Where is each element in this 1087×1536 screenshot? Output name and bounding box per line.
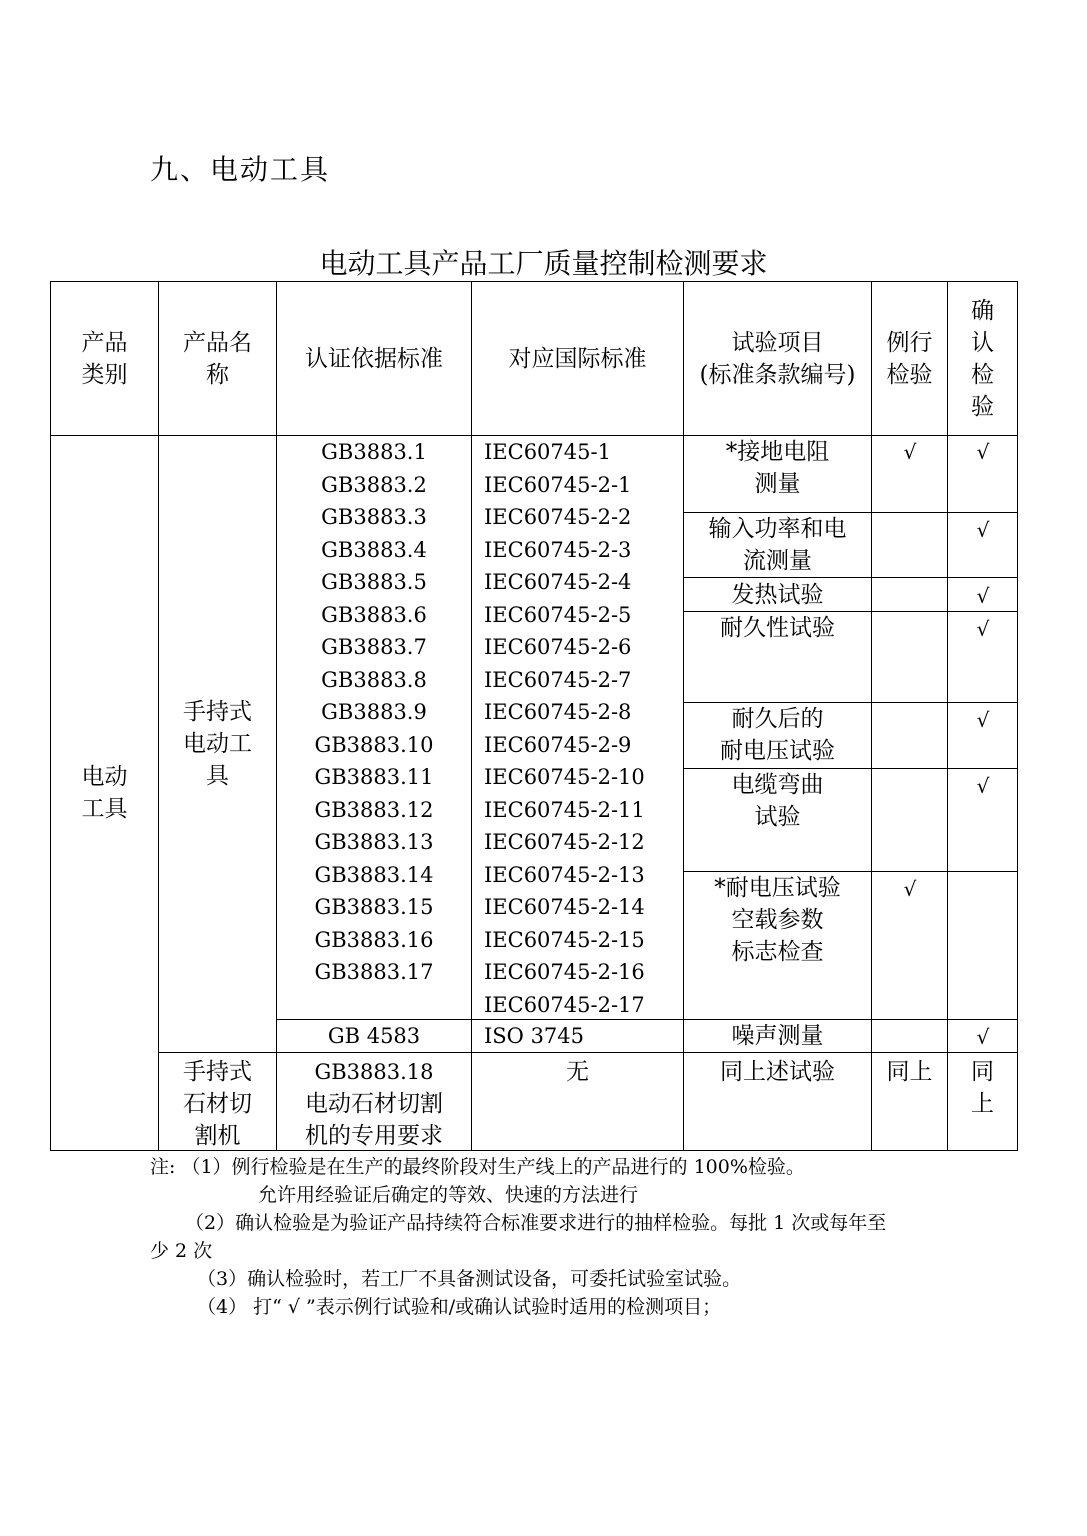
table-border-right — [1017, 281, 1018, 1151]
stone-routine: 同上 — [886, 1059, 933, 1085]
test-item-post-endurance: 耐久后的 耐电压试验 — [720, 706, 835, 764]
section-heading: 九、电动工具 — [150, 153, 331, 186]
iec-standard-item: IEC60745-2-10 — [484, 765, 645, 789]
gb-standard-item: GB3883.17 — [314, 960, 434, 984]
category-cell: 电动 工具 — [81, 764, 128, 822]
iec-standard-item: IEC60745-2-12 — [484, 830, 645, 854]
gb-standard-item: GB3883.7 — [321, 635, 427, 659]
table-title: 电动工具产品工厂质量控制检测要求 — [319, 247, 768, 280]
note-1: 注: （1）例行检验是在生产的最终阶段对生产线上的产品进行的 100%检验。 — [150, 1156, 805, 1178]
gb-standard-item: GB3883.3 — [321, 505, 427, 529]
test-item-grounding: *接地电阻 测量 — [725, 439, 830, 497]
product-handheld-tool: 手持式 电动工 具 — [183, 699, 252, 789]
gb-standard-item: GB3883.15 — [314, 895, 434, 919]
header-confirm: 确 认 检 验 — [971, 297, 994, 420]
iec-standard-list — [484, 436, 683, 1021]
confirm-mark: √ — [976, 708, 990, 732]
iec-standard-item: IEC60745-2-3 — [484, 537, 632, 562]
iec-standard-item: IEC60745-2-4 — [484, 570, 632, 594]
confirm-mark: √ — [976, 518, 990, 542]
note-4: （4） 打“ √ ”表示例行试验和/或确认试验时适用的检测项目； — [197, 1296, 722, 1318]
iec-standard-item: IEC60745-2-11 — [484, 797, 645, 822]
gb-standard-item: GB3883.11 — [314, 765, 434, 789]
gb-standard-item: GB3883.16 — [314, 927, 434, 952]
iec-standard-item: IEC60745-2-14 — [484, 895, 645, 919]
gb-standard-list — [277, 436, 471, 989]
note-2: （2）确认检验是为验证产品持续符合标准要求进行的抽样检验。每批 1 次或每年至 — [185, 1212, 887, 1234]
gb-standard-item: GB3883.10 — [314, 732, 434, 757]
confirm-mark: √ — [976, 1025, 990, 1049]
iec-standard-item: IEC60745-1 — [484, 440, 611, 464]
stone-confirm: 同 上 — [971, 1059, 994, 1117]
gb-standard-item: GB3883.5 — [321, 570, 427, 594]
noise-iso-standard: ISO 3745 — [484, 1024, 585, 1048]
gb-standard-item: GB3883.12 — [314, 797, 434, 822]
stone-gb-standard: GB3883.18 电动石材切割 机的专用要求 — [305, 1060, 443, 1149]
iec-standard-item: IEC60745-2-9 — [484, 732, 632, 757]
test-item-noise: 噪声测量 — [731, 1023, 824, 1049]
test-item-voltage-withstand: *耐电压试验 空载参数 标志检查 — [714, 875, 841, 965]
iec-standard-item: IEC60745-2-7 — [484, 667, 632, 692]
header-routine: 例行 检验 — [886, 329, 933, 388]
note-3: （3）确认检验时，若工厂不具备测试设备，可委托试验室试验。 — [197, 1268, 742, 1290]
stone-intl-standard: 无 — [566, 1059, 589, 1085]
gb-standard-item: GB3883.6 — [321, 602, 427, 627]
confirm-mark: √ — [976, 440, 990, 464]
iec-standard-item: IEC60745-2-1 — [484, 472, 632, 497]
stone-test-item: 同上述试验 — [720, 1059, 835, 1085]
header-product-name: 产品名 称 — [183, 329, 252, 388]
header-intl-standard: 对应国际标准 — [508, 345, 647, 372]
gb-standard-item: GB3883.13 — [314, 830, 434, 854]
header-category: 产品 类别 — [81, 329, 128, 388]
iec-standard-item: IEC60745-2-2 — [484, 505, 632, 529]
note-1-continued: 允许用经验证后确定的等效、快速的方法进行 — [258, 1184, 639, 1206]
iec-standard-item: IEC60745-2-13 — [484, 862, 645, 887]
iec-standard-item: IEC60745-2-5 — [484, 602, 632, 627]
gb-standard-item: GB3883.2 — [321, 472, 427, 497]
routine-mark: √ — [903, 877, 917, 901]
gb-standard-item: GB3883.4 — [321, 537, 427, 562]
test-item-endurance: 耐久性试验 — [720, 615, 835, 641]
confirm-mark: √ — [976, 617, 990, 641]
header-test-item: 试验项目 (标准条款编号) — [699, 329, 856, 388]
noise-gb-standard: GB 4583 — [327, 1024, 421, 1048]
routine-mark: √ — [903, 440, 917, 464]
product-stone-cutter: 手持式 石材切 割机 — [183, 1059, 252, 1149]
note-2-continued: 少 2 次 — [150, 1240, 213, 1262]
iec-standard-item: IEC60745-2-8 — [484, 700, 632, 724]
header-cert-standard: 认证依据标准 — [305, 345, 443, 372]
confirm-mark: √ — [976, 584, 990, 608]
test-item-input-power: 输入功率和电 流测量 — [708, 516, 847, 574]
gb-standard-item: GB3883.1 — [321, 440, 427, 464]
confirm-mark: √ — [976, 774, 990, 798]
gb-standard-item: GB3883.8 — [321, 667, 427, 692]
gb-standard-item: GB3883.14 — [314, 862, 434, 887]
iec-standard-item: IEC60745-2-6 — [484, 635, 632, 659]
gb-standard-item: GB3883.9 — [321, 700, 427, 724]
test-item-cable-bending: 电缆弯曲 试验 — [731, 772, 824, 830]
iec-standard-item: IEC60745-2-15 — [484, 927, 645, 952]
iec-standard-item: IEC60745-2-17 — [484, 992, 645, 1017]
iec-standard-item: IEC60745-2-16 — [484, 960, 645, 984]
test-item-heating: 发热试验 — [731, 581, 824, 608]
